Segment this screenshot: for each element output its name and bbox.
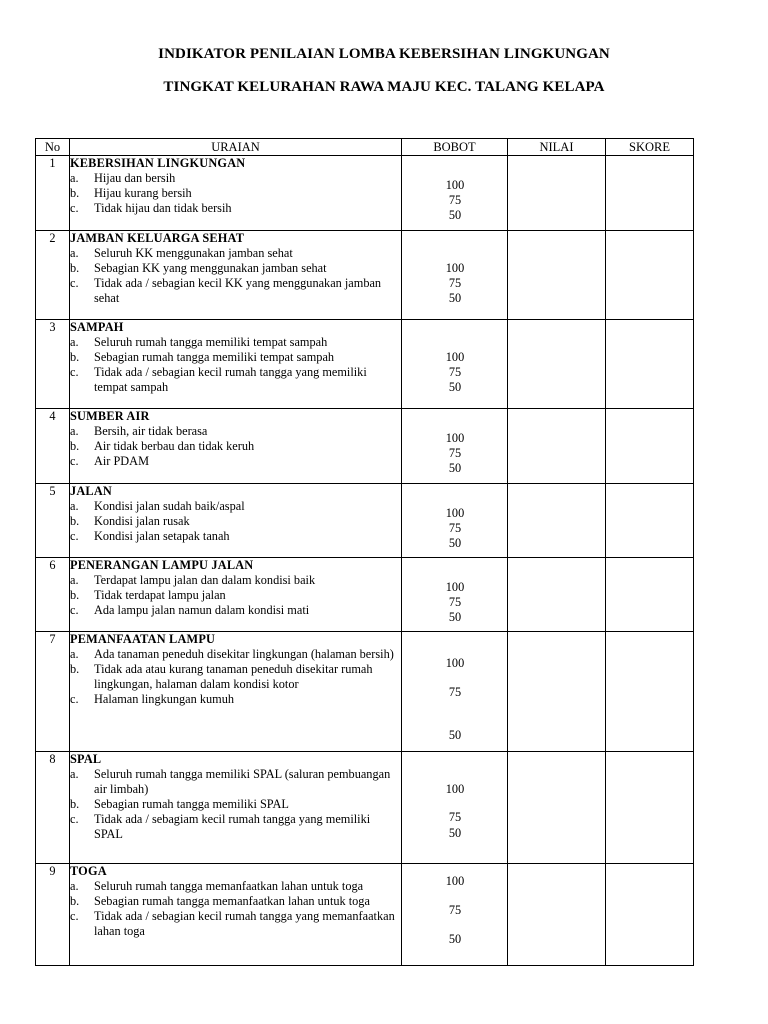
criteria-item: [70, 439, 401, 454]
header-skore: SKORE: [606, 139, 694, 156]
item-text: Ada lampu jalan namun dalam kondisi mati: [94, 603, 310, 617]
criteria-item: [70, 647, 401, 662]
criteria-item: [70, 812, 401, 842]
category-title: TOGA: [70, 864, 107, 878]
item-letter: c.: [70, 454, 79, 468]
nilai-cell: [508, 409, 606, 484]
uraian-cell: [70, 231, 402, 320]
criteria-item: [70, 201, 401, 216]
item-text: Sebagian rumah tangga memiliki SPAL: [94, 797, 289, 811]
bobot-cell: [402, 752, 508, 864]
nilai-cell: [508, 231, 606, 320]
item-text: Seluruh rumah tangga memiliki SPAL (saluran pembuangan air limbah): [94, 767, 391, 796]
item-text: Sebagian rumah tangga memanfaatkan lahan untuk toga: [94, 894, 370, 908]
item-letter: a.: [70, 647, 79, 661]
item-text: Hijau dan bersih: [94, 171, 176, 185]
category-title: JAMBAN KELUARGA SEHAT: [70, 231, 245, 245]
bobot-value: 75: [448, 595, 462, 609]
nilai-cell: [508, 484, 606, 558]
category-title: PEMANFAATAN LAMPU: [70, 632, 216, 646]
row-number: 1: [36, 156, 70, 231]
item-letter: b.: [70, 186, 80, 200]
uraian-cell: [70, 632, 402, 752]
bobot-value: 100: [445, 874, 465, 888]
criteria-item: [70, 879, 401, 894]
category-title: JALAN: [70, 484, 112, 498]
item-letter: b.: [70, 514, 80, 528]
bobot-value: 100: [445, 580, 465, 594]
uraian-cell: [70, 320, 402, 409]
item-text: Sebagian KK yang menggunakan jamban sehat: [94, 261, 327, 275]
bobot-value: 50: [448, 610, 462, 624]
skore-cell: [606, 558, 694, 632]
document-title: INDIKATOR PENILAIAN LOMBA KEBERSIHAN LINGKUNGAN: [158, 46, 610, 62]
bobot-value: 100: [445, 782, 465, 796]
bobot-value: 75: [448, 521, 462, 535]
item-text: Bersih, air tidak berasa: [94, 424, 208, 438]
item-letter: c.: [70, 276, 79, 290]
item-text: Kondisi jalan setapak tanah: [94, 529, 230, 543]
nilai-cell: [508, 864, 606, 966]
table-row: [36, 632, 694, 752]
criteria-item: [70, 246, 401, 261]
item-letter: b.: [70, 662, 80, 676]
bobot-value: 100: [445, 261, 465, 275]
uraian-cell: [70, 409, 402, 484]
table-row: [36, 558, 694, 632]
uraian-cell: [70, 864, 402, 966]
item-letter: b.: [70, 439, 80, 453]
category-title: SPAL: [70, 752, 102, 766]
item-letter: b.: [70, 261, 80, 275]
nilai-cell: [508, 320, 606, 409]
table-row: [36, 484, 694, 558]
criteria-item: [70, 662, 401, 692]
bobot-value: 50: [448, 728, 462, 742]
nilai-cell: [508, 752, 606, 864]
bobot-value: 75: [448, 446, 462, 460]
item-text: Hijau kurang bersih: [94, 186, 192, 200]
bobot-cell: [402, 558, 508, 632]
category-title: SUMBER AIR: [70, 409, 150, 423]
row-number: 2: [36, 231, 70, 320]
table-row: [36, 320, 694, 409]
skore-cell: [606, 320, 694, 409]
row-number: 9: [36, 864, 70, 966]
item-text: Air tidak berbau dan tidak keruh: [94, 439, 255, 453]
item-letter: b.: [70, 894, 80, 908]
criteria-item: [70, 514, 401, 529]
document-subtitle: TINGKAT KELURAHAN RAWA MAJU KEC. TALANG KELAPA: [163, 79, 605, 95]
bobot-value: 100: [445, 506, 465, 520]
bobot-value: 50: [448, 380, 462, 394]
header-bobot: BOBOT: [402, 139, 508, 156]
bobot-value: 75: [448, 903, 462, 917]
item-text: Tidak ada / sebagiam kecil rumah tangga yang memiliki SPAL: [94, 812, 371, 841]
skore-cell: [606, 864, 694, 966]
bobot-value: 50: [448, 291, 462, 305]
item-text: Seluruh rumah tangga memanfaatkan lahan untuk toga: [94, 879, 364, 893]
bobot-value: 50: [448, 208, 462, 222]
item-text: Tidak ada / sebagian kecil rumah tangga yang memiliki tempat sampah: [94, 365, 367, 394]
nilai-cell: [508, 156, 606, 231]
bobot-value: 50: [448, 536, 462, 550]
skore-cell: [606, 231, 694, 320]
item-letter: a.: [70, 246, 79, 260]
skore-cell: [606, 409, 694, 484]
item-letter: b.: [70, 350, 80, 364]
item-letter: c.: [70, 812, 79, 826]
bobot-value: 100: [445, 350, 465, 364]
bobot-value: 50: [448, 461, 462, 475]
uraian-cell: [70, 752, 402, 864]
criteria-item: [70, 797, 401, 812]
header-nilai: NILAI: [508, 139, 606, 156]
item-letter: c.: [70, 603, 79, 617]
bobot-cell: [402, 156, 508, 231]
uraian-cell: [70, 484, 402, 558]
item-text: Ada tanaman peneduh disekitar lingkungan (halaman bersih): [94, 647, 394, 661]
header-uraian: URAIAN: [70, 139, 402, 156]
criteria-item: [70, 261, 401, 276]
bobot-value: 75: [448, 276, 462, 290]
bobot-value: 100: [445, 178, 465, 192]
row-number: 7: [36, 632, 70, 752]
bobot-value: 100: [445, 656, 465, 670]
row-number: 6: [36, 558, 70, 632]
item-letter: c.: [70, 909, 79, 923]
item-letter: b.: [70, 588, 80, 602]
row-number: 3: [36, 320, 70, 409]
item-letter: c.: [70, 529, 79, 543]
bobot-cell: [402, 409, 508, 484]
item-text: Air PDAM: [94, 454, 149, 468]
category-title: SAMPAH: [70, 320, 124, 334]
criteria-item: [70, 588, 401, 603]
assessment-table: [35, 138, 694, 966]
item-text: Sebagian rumah tangga memiliki tempat sampah: [94, 350, 335, 364]
item-text: Kondisi jalan rusak: [94, 514, 190, 528]
header-no: No: [36, 139, 70, 156]
item-letter: a.: [70, 171, 79, 185]
skore-cell: [606, 156, 694, 231]
criteria-item: [70, 573, 401, 588]
item-letter: a.: [70, 499, 79, 513]
bobot-value: 100: [445, 431, 465, 445]
item-text: Kondisi jalan sudah baik/aspal: [94, 499, 245, 513]
nilai-cell: [508, 632, 606, 752]
item-letter: c.: [70, 692, 79, 706]
skore-cell: [606, 632, 694, 752]
table-row: [36, 752, 694, 864]
criteria-item: [70, 499, 401, 514]
bobot-value: 75: [448, 685, 462, 699]
criteria-item: [70, 276, 401, 306]
criteria-item: [70, 335, 401, 350]
item-letter: a.: [70, 573, 79, 587]
bobot-value: 50: [448, 932, 462, 946]
row-number: 4: [36, 409, 70, 484]
item-text: Seluruh rumah tangga memiliki tempat sampah: [94, 335, 328, 349]
bobot-value: 75: [448, 193, 462, 207]
table-row: [36, 409, 694, 484]
category-title: KEBERSIHAN LINGKUNGAN: [70, 156, 246, 170]
criteria-item: [70, 603, 401, 618]
item-text: Tidak ada atau kurang tanaman peneduh disekitar rumah lingkungan, halaman dalam kondisi kotor: [94, 662, 373, 691]
criteria-item: [70, 529, 401, 544]
bobot-value: 50: [448, 826, 462, 840]
criteria-item: [70, 894, 401, 909]
skore-cell: [606, 752, 694, 864]
item-letter: a.: [70, 879, 79, 893]
criteria-item: [70, 692, 401, 707]
item-letter: a.: [70, 335, 79, 349]
uraian-cell: [70, 156, 402, 231]
item-text: Terdapat lampu jalan dan dalam kondisi baik: [94, 573, 316, 587]
criteria-item: [70, 909, 401, 939]
item-letter: b.: [70, 797, 80, 811]
table-row: [36, 231, 694, 320]
criteria-item: [70, 350, 401, 365]
item-letter: a.: [70, 424, 79, 438]
skore-cell: [606, 484, 694, 558]
table-row: [36, 864, 694, 966]
category-title: PENERANGAN LAMPU JALAN: [70, 558, 254, 572]
item-letter: a.: [70, 767, 79, 781]
item-text: Tidak hijau dan tidak bersih: [94, 201, 232, 215]
criteria-item: [70, 186, 401, 201]
criteria-item: [70, 365, 401, 395]
table-row: [36, 156, 694, 231]
bobot-cell: [402, 864, 508, 966]
criteria-item: [70, 171, 401, 186]
bobot-cell: [402, 231, 508, 320]
bobot-cell: [402, 320, 508, 409]
item-text: Tidak ada / sebagian kecil rumah tangga yang memanfaatkan lahan toga: [94, 909, 395, 938]
item-text: Seluruh KK menggunakan jamban sehat: [94, 246, 293, 260]
row-number: 5: [36, 484, 70, 558]
bobot-cell: [402, 632, 508, 752]
item-letter: c.: [70, 201, 79, 215]
uraian-cell: [70, 558, 402, 632]
bobot-value: 75: [448, 365, 462, 379]
item-text: Tidak terdapat lampu jalan: [94, 588, 226, 602]
nilai-cell: [508, 558, 606, 632]
criteria-item: [70, 424, 401, 439]
bobot-value: 75: [448, 810, 462, 824]
table-header-row: [36, 139, 694, 156]
criteria-item: [70, 454, 401, 469]
item-text: Halaman lingkungan kumuh: [94, 692, 235, 706]
bobot-cell: [402, 484, 508, 558]
item-letter: c.: [70, 365, 79, 379]
row-number: 8: [36, 752, 70, 864]
item-text: Tidak ada / sebagian kecil KK yang menggunakan jamban sehat: [94, 276, 382, 305]
criteria-item: [70, 767, 401, 797]
